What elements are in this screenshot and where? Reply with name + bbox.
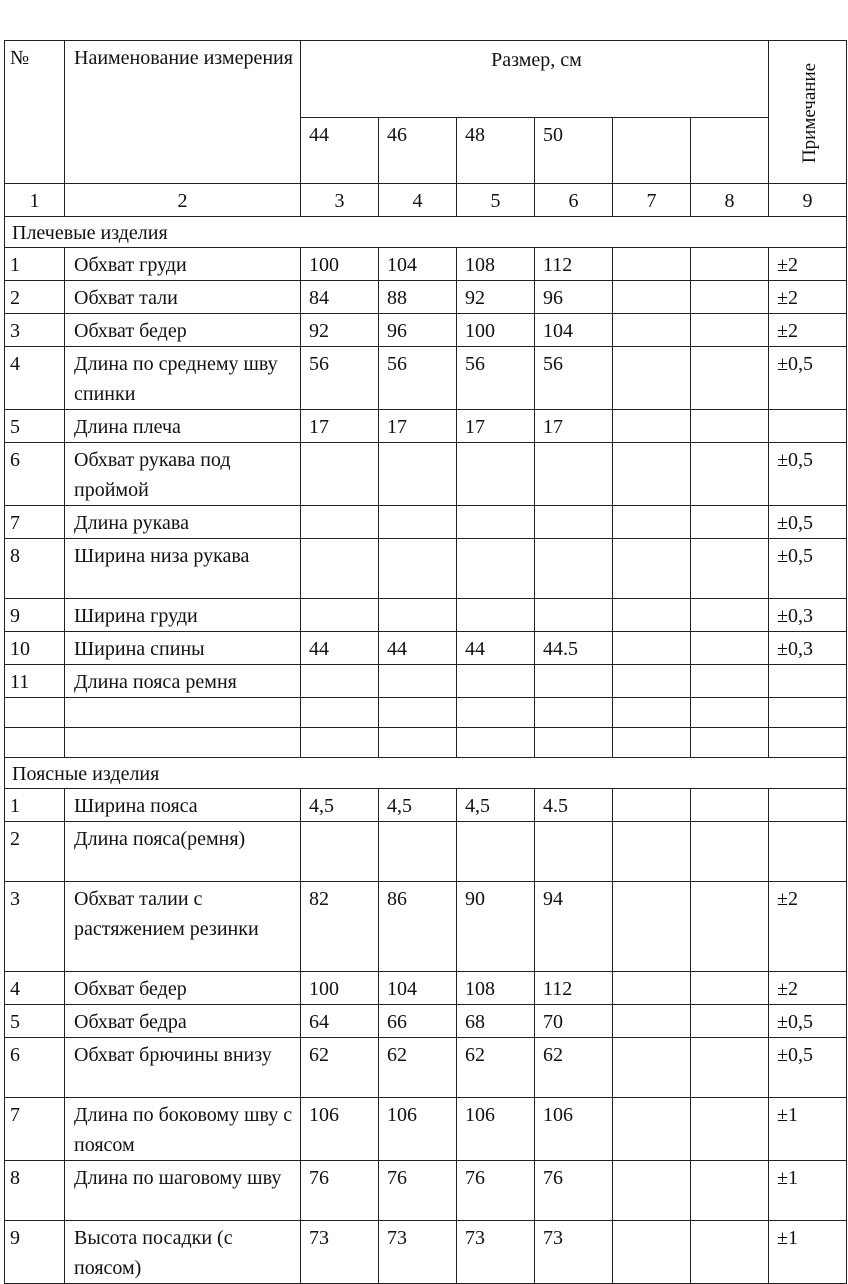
measurement-name: Обхват бедер (65, 314, 301, 347)
size-value (691, 698, 769, 728)
tolerance-note: ±1 (769, 1161, 847, 1221)
size-value: 112 (535, 248, 613, 281)
size-header (691, 117, 769, 183)
row-number: 6 (5, 1038, 65, 1098)
row-number: 8 (5, 1161, 65, 1221)
size-value (535, 665, 613, 698)
measurement-name: Длина пояса(ремня) (65, 822, 301, 882)
size-value (691, 1005, 769, 1038)
measurement-name: Длина рукава (65, 506, 301, 539)
section-title: Поясные изделия (5, 758, 847, 789)
table-row (5, 539, 847, 599)
row-number: 2 (5, 822, 65, 882)
tolerance-note: ±2 (769, 972, 847, 1005)
size-value: 76 (379, 1161, 457, 1221)
size-value: 76 (301, 1161, 379, 1221)
column-number: 6 (535, 184, 613, 217)
row-number: 7 (5, 1098, 65, 1161)
tolerance-note (769, 410, 847, 443)
header-row-top (5, 41, 847, 118)
size-value (613, 248, 691, 281)
size-value: 76 (535, 1161, 613, 1221)
size-value: 70 (535, 1005, 613, 1038)
tolerance-note: ±0,5 (769, 443, 847, 506)
size-value: 106 (379, 1098, 457, 1161)
size-value (379, 443, 457, 506)
size-value (691, 728, 769, 758)
row-number: 4 (5, 972, 65, 1005)
size-value: 106 (301, 1098, 379, 1161)
size-value (379, 506, 457, 539)
size-value (535, 506, 613, 539)
measurement-name: Длина плеча (65, 410, 301, 443)
size-value: 96 (379, 314, 457, 347)
size-value (301, 539, 379, 599)
table-row (5, 506, 847, 539)
section-row (5, 758, 847, 789)
tolerance-note (769, 728, 847, 758)
size-value (613, 698, 691, 728)
size-value: 92 (301, 314, 379, 347)
size-value (691, 506, 769, 539)
tolerance-note (769, 698, 847, 728)
size-value (691, 347, 769, 410)
table-row (5, 1038, 847, 1098)
table-row (5, 281, 847, 314)
size-value (613, 822, 691, 882)
measurement-table (4, 40, 847, 1284)
measurement-name: Ширина груди (65, 599, 301, 632)
size-value: 104 (379, 972, 457, 1005)
measurement-name: Обхват бедер (65, 972, 301, 1005)
measurement-name: Ширина низа рукава (65, 539, 301, 599)
size-value (457, 539, 535, 599)
header-note (769, 41, 847, 184)
size-value: 17 (535, 410, 613, 443)
tolerance-note: ±1 (769, 1221, 847, 1284)
tolerance-note: ±2 (769, 882, 847, 972)
size-value: 100 (301, 248, 379, 281)
tolerance-note: ±1 (769, 1098, 847, 1161)
size-value (457, 728, 535, 758)
size-value (691, 410, 769, 443)
row-number: 11 (5, 665, 65, 698)
size-value (613, 632, 691, 665)
row-number: 9 (5, 599, 65, 632)
size-value (301, 728, 379, 758)
size-value: 44 (457, 632, 535, 665)
size-value (613, 347, 691, 410)
measurement-name: Длина по среднему шву спинки (65, 347, 301, 410)
size-value (457, 698, 535, 728)
measurement-name: Обхват тали (65, 281, 301, 314)
row-number: 8 (5, 539, 65, 599)
header-name: Наименование измерения (65, 41, 301, 184)
size-value: 56 (457, 347, 535, 410)
size-value: 86 (379, 882, 457, 972)
size-value (535, 728, 613, 758)
size-value (691, 1161, 769, 1221)
size-value (457, 665, 535, 698)
size-value (691, 789, 769, 822)
size-value: 68 (457, 1005, 535, 1038)
table-row (5, 410, 847, 443)
size-value (613, 314, 691, 347)
tolerance-note: ±0,5 (769, 347, 847, 410)
size-value: 64 (301, 1005, 379, 1038)
size-value: 106 (457, 1098, 535, 1161)
size-value (613, 1221, 691, 1284)
measurement-name: Обхват брючины внизу (65, 1038, 301, 1098)
size-value (691, 882, 769, 972)
size-value: 44 (379, 632, 457, 665)
measurement-name: Длина по боковому шву с поясом (65, 1098, 301, 1161)
size-value: 17 (379, 410, 457, 443)
column-number: 5 (457, 184, 535, 217)
row-number: 7 (5, 506, 65, 539)
size-value: 73 (535, 1221, 613, 1284)
size-value (379, 599, 457, 632)
size-value (535, 443, 613, 506)
table-row (5, 599, 847, 632)
tolerance-note: ±2 (769, 281, 847, 314)
size-value (301, 822, 379, 882)
size-value: 106 (535, 1098, 613, 1161)
size-value (301, 665, 379, 698)
table-row (5, 443, 847, 506)
size-value: 92 (457, 281, 535, 314)
table-row (5, 698, 847, 728)
size-value (379, 665, 457, 698)
size-value (301, 698, 379, 728)
table-row (5, 789, 847, 822)
size-value: 17 (457, 410, 535, 443)
size-value (691, 539, 769, 599)
tolerance-note: ±0,5 (769, 506, 847, 539)
header-no: № (5, 41, 65, 184)
size-value: 62 (301, 1038, 379, 1098)
size-value (379, 539, 457, 599)
column-number-row (5, 184, 847, 217)
measurement-name: Высота посадки (с поясом) (65, 1221, 301, 1284)
size-value (613, 410, 691, 443)
tolerance-note: ±0,3 (769, 632, 847, 665)
size-value (301, 443, 379, 506)
tolerance-note (769, 665, 847, 698)
size-value (613, 972, 691, 1005)
size-value: 73 (457, 1221, 535, 1284)
size-value (613, 1038, 691, 1098)
table-row (5, 972, 847, 1005)
size-value (613, 789, 691, 822)
measurement-name: Обхват груди (65, 248, 301, 281)
size-value: 44.5 (535, 632, 613, 665)
size-value (535, 822, 613, 882)
tolerance-note: ±2 (769, 314, 847, 347)
table-row (5, 1098, 847, 1161)
column-number: 3 (301, 184, 379, 217)
size-value (457, 822, 535, 882)
tolerance-note: ±0,3 (769, 599, 847, 632)
size-value (613, 443, 691, 506)
size-value: 88 (379, 281, 457, 314)
size-value (535, 539, 613, 599)
size-value: 84 (301, 281, 379, 314)
row-number: 2 (5, 281, 65, 314)
row-number (5, 698, 65, 728)
measurement-name (65, 698, 301, 728)
row-number: 5 (5, 1005, 65, 1038)
size-value (691, 665, 769, 698)
size-value (691, 1038, 769, 1098)
size-value: 104 (535, 314, 613, 347)
size-value: 4.5 (535, 789, 613, 822)
size-value: 96 (535, 281, 613, 314)
size-value (691, 314, 769, 347)
size-value (535, 599, 613, 632)
size-header: 46 (379, 117, 457, 183)
size-value (613, 728, 691, 758)
size-value (613, 665, 691, 698)
size-value (613, 1161, 691, 1221)
size-header: 44 (301, 117, 379, 183)
size-value: 100 (301, 972, 379, 1005)
size-value: 56 (535, 347, 613, 410)
row-number: 3 (5, 882, 65, 972)
row-number: 10 (5, 632, 65, 665)
column-number: 7 (613, 184, 691, 217)
size-value: 104 (379, 248, 457, 281)
table-row (5, 347, 847, 410)
table-row (5, 728, 847, 758)
size-value: 76 (457, 1161, 535, 1221)
measurement-name: Ширина спины (65, 632, 301, 665)
size-value: 94 (535, 882, 613, 972)
size-value: 62 (535, 1038, 613, 1098)
tolerance-note (769, 789, 847, 822)
size-value: 56 (301, 347, 379, 410)
measurement-name: Обхват бедра (65, 1005, 301, 1038)
size-value: 4,5 (301, 789, 379, 822)
size-value: 44 (301, 632, 379, 665)
size-value (613, 281, 691, 314)
size-value: 82 (301, 882, 379, 972)
measurement-name: Ширина пояса (65, 789, 301, 822)
size-value (613, 882, 691, 972)
column-number: 9 (769, 184, 847, 217)
size-value (457, 506, 535, 539)
table-row (5, 1221, 847, 1284)
section-row (5, 217, 847, 248)
size-value (613, 539, 691, 599)
size-value: 4,5 (457, 789, 535, 822)
size-value: 62 (379, 1038, 457, 1098)
size-value (691, 248, 769, 281)
size-value (535, 698, 613, 728)
tolerance-note: ±2 (769, 248, 847, 281)
tolerance-note (769, 822, 847, 882)
row-number: 6 (5, 443, 65, 506)
size-value (691, 1098, 769, 1161)
size-value: 90 (457, 882, 535, 972)
row-number: 3 (5, 314, 65, 347)
size-value (457, 443, 535, 506)
table-row (5, 882, 847, 972)
size-value (691, 822, 769, 882)
tolerance-note: ±0,5 (769, 1038, 847, 1098)
size-value (613, 506, 691, 539)
size-value (691, 972, 769, 1005)
header-note-text: Примечание (798, 62, 820, 164)
size-value (691, 632, 769, 665)
row-number: 1 (5, 789, 65, 822)
tolerance-note: ±0,5 (769, 539, 847, 599)
table-row (5, 1005, 847, 1038)
section-title: Плечевые изделия (5, 217, 847, 248)
size-value (379, 822, 457, 882)
column-number: 2 (65, 184, 301, 217)
size-value: 73 (379, 1221, 457, 1284)
measurement-name: Длина пояса ремня (65, 665, 301, 698)
size-value (379, 728, 457, 758)
size-value (613, 1005, 691, 1038)
column-number: 8 (691, 184, 769, 217)
column-number: 4 (379, 184, 457, 217)
measurement-name: Длина по шаговому шву (65, 1161, 301, 1221)
tolerance-note: ±0,5 (769, 1005, 847, 1038)
size-value (691, 599, 769, 632)
size-value (301, 599, 379, 632)
size-value: 100 (457, 314, 535, 347)
table-row (5, 632, 847, 665)
size-value: 112 (535, 972, 613, 1005)
size-value: 73 (301, 1221, 379, 1284)
size-value: 17 (301, 410, 379, 443)
size-value (691, 1221, 769, 1284)
size-value (457, 599, 535, 632)
row-number (5, 728, 65, 758)
table-row (5, 665, 847, 698)
table-row (5, 822, 847, 882)
column-number: 1 (5, 184, 65, 217)
size-header: 50 (535, 117, 613, 183)
header-size-title (301, 41, 769, 118)
size-value (613, 599, 691, 632)
size-value: 62 (457, 1038, 535, 1098)
measurement-name: Обхват рукава под проймой (65, 443, 301, 506)
size-value: 108 (457, 248, 535, 281)
measurement-name: Обхват талии с растяжением резинки (65, 882, 301, 972)
size-header: 48 (457, 117, 535, 183)
size-value (691, 281, 769, 314)
size-value (613, 1098, 691, 1161)
row-number: 9 (5, 1221, 65, 1284)
row-number: 5 (5, 410, 65, 443)
size-value: 4,5 (379, 789, 457, 822)
measurement-name (65, 728, 301, 758)
size-value: 56 (379, 347, 457, 410)
table-row (5, 248, 847, 281)
size-title-text: Размер, см (491, 49, 582, 71)
row-number: 1 (5, 248, 65, 281)
size-value (691, 443, 769, 506)
size-header (613, 117, 691, 183)
row-number: 4 (5, 347, 65, 410)
table-row (5, 314, 847, 347)
size-value (301, 506, 379, 539)
table-row (5, 1161, 847, 1221)
size-value: 108 (457, 972, 535, 1005)
size-value: 66 (379, 1005, 457, 1038)
size-value (379, 698, 457, 728)
